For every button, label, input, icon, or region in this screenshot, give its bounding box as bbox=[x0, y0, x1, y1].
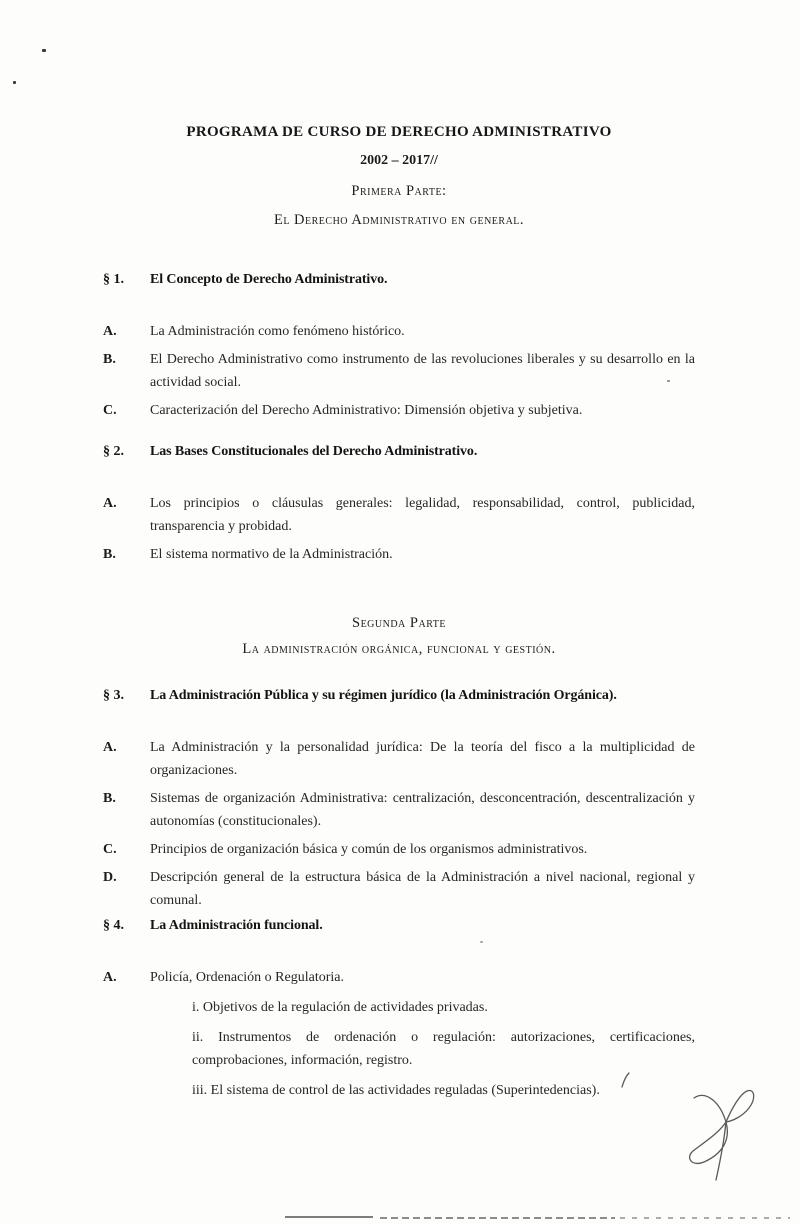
scan-speck bbox=[13, 81, 16, 84]
item-text: La Administración como fenómeno histórico. bbox=[150, 324, 405, 339]
item-text: El Derecho Administrativo como instrumento de las revoluciones liberales y su desarrollo en la actividad social. bbox=[150, 352, 695, 390]
list-item bbox=[103, 787, 695, 833]
handwritten-flourish bbox=[600, 1062, 770, 1192]
list-item bbox=[103, 736, 695, 782]
item-label: C. bbox=[103, 842, 117, 857]
section-1-title: El Concepto de Derecho Administrativo. bbox=[150, 272, 388, 287]
section-4-title: La Administración funcional. bbox=[150, 918, 323, 933]
subitem-text: Instrumentos de ordenación o regulación: autorizaciones, certificaciones, comprobaciones, información, registro. bbox=[192, 1030, 695, 1068]
section-2-number: § 2. bbox=[103, 444, 124, 459]
part-two-label: Segunda Parte bbox=[352, 615, 446, 631]
list-item bbox=[103, 838, 695, 861]
list-item bbox=[103, 399, 695, 422]
section-3-title: La Administración Pública y su régimen jurídico (la Administración Orgánica). bbox=[150, 688, 617, 703]
subitem-text: El sistema de control de las actividades reguladas (Superintedencias). bbox=[210, 1083, 600, 1098]
item-text: La Administración y la personalidad jurídica: De la teoría del fisco a la multiplicidad de organizaciones. bbox=[150, 740, 695, 778]
section-2-items bbox=[103, 492, 695, 571]
section-3-number: § 3. bbox=[103, 688, 124, 703]
item-text: Los principios o cláusulas generales: legalidad, responsabilidad, control, publicidad, transparencia y probidad. bbox=[150, 496, 695, 534]
item-label: A. bbox=[103, 324, 117, 339]
section-1-number: § 1. bbox=[103, 272, 124, 287]
item-label: A. bbox=[103, 496, 117, 511]
item-text: Caracterización del Derecho Administrativo: Dimensión objetiva y subjetiva. bbox=[150, 403, 583, 418]
part-one-label: Primera Parte: bbox=[351, 183, 447, 199]
item-text: Principios de organización básica y común de los organismos administrativos. bbox=[150, 842, 588, 857]
item-label: A. bbox=[103, 970, 117, 985]
item-text: El sistema normativo de la Administración. bbox=[150, 547, 393, 562]
sublist-item bbox=[192, 996, 695, 1019]
scan-speck bbox=[480, 941, 483, 943]
section-3-heading bbox=[103, 688, 695, 704]
document-header bbox=[103, 121, 695, 230]
item-label: C. bbox=[103, 403, 117, 418]
list-item bbox=[103, 866, 695, 912]
scan-edge-line bbox=[380, 1217, 615, 1219]
item-label: A. bbox=[103, 740, 117, 755]
section-1-items bbox=[103, 320, 695, 427]
section-4-heading bbox=[103, 918, 695, 934]
list-item bbox=[103, 492, 695, 538]
section-4-number: § 4. bbox=[103, 918, 124, 933]
part-two-subtitle: La administración orgánica, funcional y gestión. bbox=[242, 641, 556, 657]
scan-edge-line bbox=[285, 1216, 373, 1218]
section-1-heading bbox=[103, 272, 695, 288]
section-2-heading bbox=[103, 444, 695, 460]
scan-speck bbox=[42, 49, 46, 52]
item-text: Sistemas de organización Administrativa: centralización, desconcentración, descentralización y autonomías (constitucionales). bbox=[150, 791, 695, 829]
list-item bbox=[103, 543, 695, 566]
subitem-label: iii. bbox=[192, 1083, 208, 1098]
document-title: PROGRAMA DE CURSO DE DERECHO ADMINISTRATIVO bbox=[186, 124, 612, 140]
item-label: B. bbox=[103, 352, 116, 367]
subitem-text: Objetivos de la regulación de actividades privadas. bbox=[202, 1000, 488, 1015]
list-item bbox=[103, 348, 695, 394]
subitem-label: i. bbox=[192, 1000, 200, 1015]
item-text: Policía, Ordenación o Regulatoria. bbox=[150, 970, 344, 985]
part-two-heading bbox=[103, 610, 695, 662]
section-2-title: Las Bases Constitucionales del Derecho Administrativo. bbox=[150, 444, 478, 459]
part-one-subtitle: El Derecho Administrativo en general. bbox=[273, 212, 525, 228]
item-label: B. bbox=[103, 791, 116, 806]
item-label: D. bbox=[103, 870, 117, 885]
section-3-items bbox=[103, 736, 695, 917]
item-text: Descripción general de la estructura básica de la Administración a nivel nacional, regional y comunal. bbox=[150, 870, 695, 908]
scan-edge-line bbox=[620, 1217, 790, 1219]
subitem-label: ii. bbox=[192, 1030, 204, 1045]
list-item bbox=[103, 320, 695, 343]
item-label: B. bbox=[103, 547, 116, 562]
document-years: 2002 – 2017// bbox=[360, 153, 438, 168]
